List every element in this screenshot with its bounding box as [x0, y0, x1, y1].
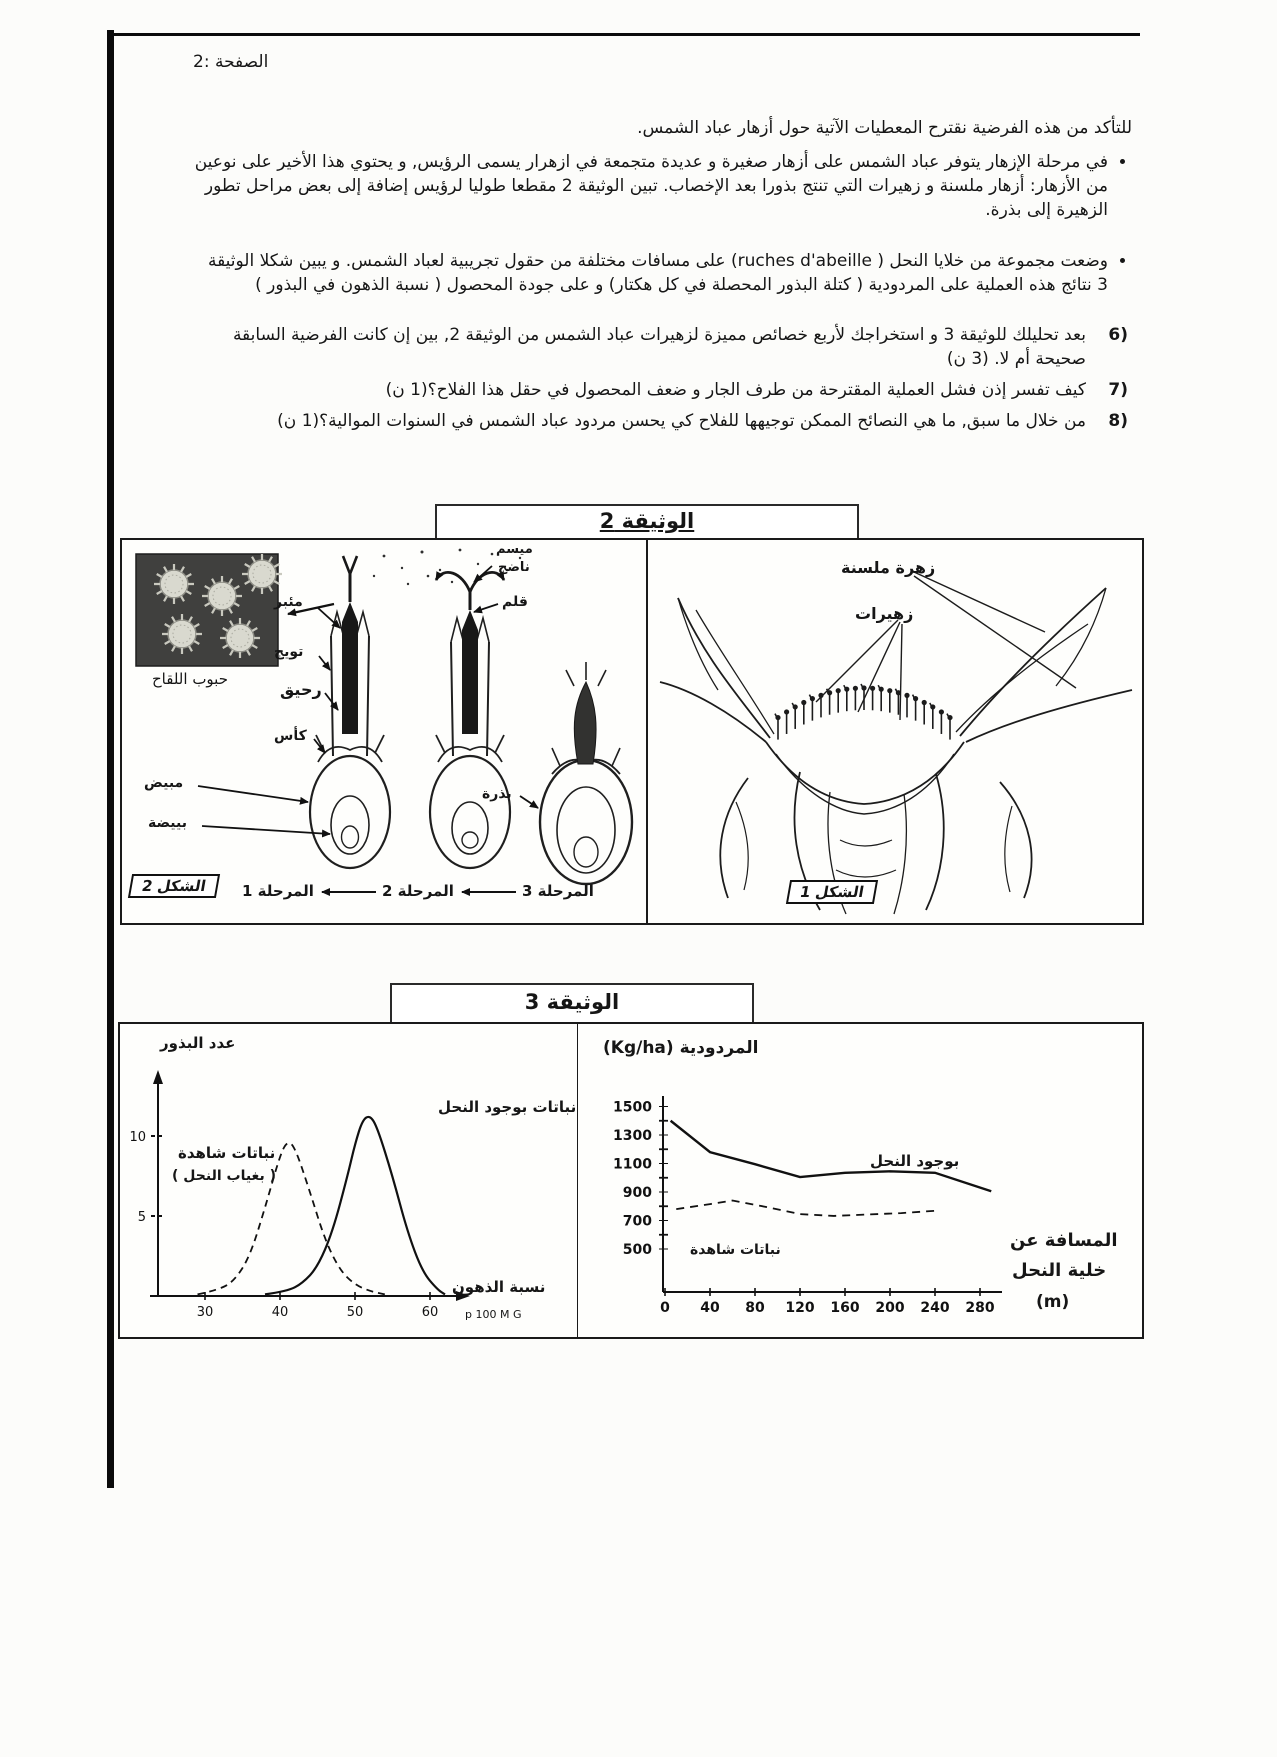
chart1-series-bees-label: نباتات بوجود النحل	[438, 1098, 577, 1116]
capitulum-panel	[646, 540, 1142, 923]
question-8	[192, 409, 1132, 433]
document-2-title-text: الوثيقة 2	[599, 509, 695, 533]
svg-text:900: 900	[622, 1185, 652, 1201]
bullet-item: • في مرحلة الإزهار يتوفر عباد الشمس على أزهار صغيرة و عديدة متجمعة في ازهرار يسمى الرؤيس, و يحتوي هذا الأخير على نوعين من الأزهار: أزهار ملسنة و زهيرات التي تنتج بذورا بعد الإخصاب. تبين الوثيقة 2 مقطعا طوليا لرؤيس إضافة إلى بعض مراحل تطور الزهيرة إلى بذرة.	[192, 150, 1108, 222]
question-text: كيف تفسر إذن فشل العملية المقترحة من طرف الجار و ضعف المحصول في حقل هذا الفلاح؟(1 ن)	[385, 380, 1086, 400]
yield-chart-panel	[577, 1024, 1142, 1337]
svg-text:1300: 1300	[613, 1128, 652, 1144]
style-label: قلم	[502, 594, 528, 610]
question-number: 8)	[1108, 411, 1128, 432]
seed-distribution-chart-panel	[120, 1024, 577, 1337]
svg-text:700: 700	[622, 1213, 652, 1230]
yield-distance-chart	[578, 1024, 1141, 1336]
svg-text:5: 5	[137, 1210, 146, 1225]
svg-text:80: 80	[745, 1300, 765, 1316]
ovule-label: بييضة	[148, 815, 187, 831]
body-text	[192, 116, 1132, 440]
bullet-list	[192, 150, 1132, 297]
svg-text:30: 30	[196, 1305, 214, 1320]
svg-text:40: 40	[271, 1305, 289, 1320]
intro-line: للتأكد من هذه الفرضية نقترح المعطيات الآتية حول أزهار عباد الشمس.	[637, 118, 1132, 138]
stage-3-label: المرحلة 3	[522, 882, 594, 900]
svg-text:500: 500	[622, 1242, 652, 1258]
question-7	[192, 378, 1132, 402]
question-number: 7)	[1108, 380, 1128, 400]
corolla-label: تويج	[274, 644, 304, 660]
svg-text:1100: 1100	[613, 1156, 652, 1173]
chart2-x-axis-label-unit: (m)	[1036, 1292, 1070, 1312]
svg-text:200: 200	[875, 1300, 905, 1316]
svg-text:60: 60	[421, 1305, 439, 1320]
svg-text:120: 120	[785, 1300, 815, 1316]
chart2-series-control-label: نباتات شاهدة	[690, 1242, 781, 1258]
pollen-grains-label: حبوب اللقاح	[152, 670, 228, 688]
stage-2-label: المرحلة 2	[382, 882, 454, 900]
document-3-title-text: الوثيقة 3	[524, 990, 620, 1014]
question-text: من خلال ما سبق, ما هي النصائح الممكن توجيهها للفلاح كي يحسن مردود عباد الشمس في السنوات الموالية؟(1 ن)	[277, 411, 1086, 432]
anther-label: مئبر	[274, 594, 303, 610]
chart1-x-axis-unit: p 100 M G	[465, 1308, 522, 1321]
svg-text:40: 40	[700, 1300, 720, 1316]
svg-text:280: 280	[965, 1300, 995, 1316]
chart1-series-control-label: نباتات شاهدة	[178, 1144, 276, 1162]
bullet-item: • وضعت مجموعة من خلايا النحل ( ruches d'abeille) على مسافات مختلفة من حقول تجريبية لعباد الشمس. و يبين شكلا الوثيقة 3 نتائج هذه العملية على المردودية ( كتلة البذور المحصلة في كل هكتار) و على جودة المحصول ( نسبة الذهون في البذور )	[192, 249, 1108, 297]
svg-text:1500: 1500	[613, 1099, 652, 1116]
page-frame-left	[107, 30, 114, 1488]
ovary-label: مبيض	[144, 775, 184, 791]
question-text: بعد تحليلك للوثيقة 3 و استخراجك لأربع خصائص مميزة لزهيرات عباد الشمس من الوثيقة 2, بين إن كانت الفرضية السابقة صحيحة أم لا. (3 ن)	[232, 324, 1086, 369]
stage-1-label: المرحلة 1	[242, 882, 314, 900]
florets-label: زهيرات	[855, 604, 914, 623]
stigma-label-line1: ميسم	[496, 542, 533, 557]
calyx-label: كأس	[274, 728, 307, 744]
seed-label: بذرة	[482, 786, 512, 802]
question-6	[192, 323, 1132, 371]
svg-text:160: 160	[830, 1300, 860, 1316]
figure-2-caption: الشكل 2	[128, 874, 220, 898]
figure-1-caption: الشكل 1	[786, 880, 878, 904]
stigma-label-line2: ناضج	[498, 560, 530, 575]
nectar-label: رحيق	[280, 680, 322, 699]
svg-text:240: 240	[920, 1300, 950, 1316]
page-number: الصفحة :2	[193, 52, 269, 72]
svg-text:0: 0	[660, 1300, 670, 1316]
document-3-charts-box	[118, 1022, 1144, 1339]
document-3-title	[390, 983, 754, 1024]
floret-stages-drawing	[122, 540, 646, 920]
svg-text:50: 50	[346, 1305, 364, 1320]
chart1-y-axis-label: عدد البذور	[160, 1034, 236, 1052]
floret-stages-panel	[122, 540, 646, 923]
ray-flower-label: زهرة ملسنة	[841, 558, 936, 577]
chart2-x-axis-label-line2: خلية النحل	[1012, 1260, 1107, 1281]
chart1-series-control-label-2: ( بغياب النحل )	[172, 1168, 276, 1184]
chart1-x-axis-label: نسبة الذهون	[452, 1278, 546, 1296]
document-2-title	[435, 504, 859, 542]
svg-text:10: 10	[129, 1130, 146, 1145]
chart2-x-axis-label-line1: المسافة عن	[1010, 1230, 1118, 1251]
chart2-y-axis-label: المردودية (Kg/ha)	[603, 1038, 759, 1058]
document-2-figure-box	[120, 538, 1144, 925]
chart2-series-bees-label: بوجود النحل	[870, 1152, 960, 1170]
questions-block	[192, 323, 1132, 434]
question-number: 6)	[1108, 324, 1128, 345]
page-frame-top	[107, 33, 1140, 36]
capitulum-drawing	[648, 540, 1142, 920]
